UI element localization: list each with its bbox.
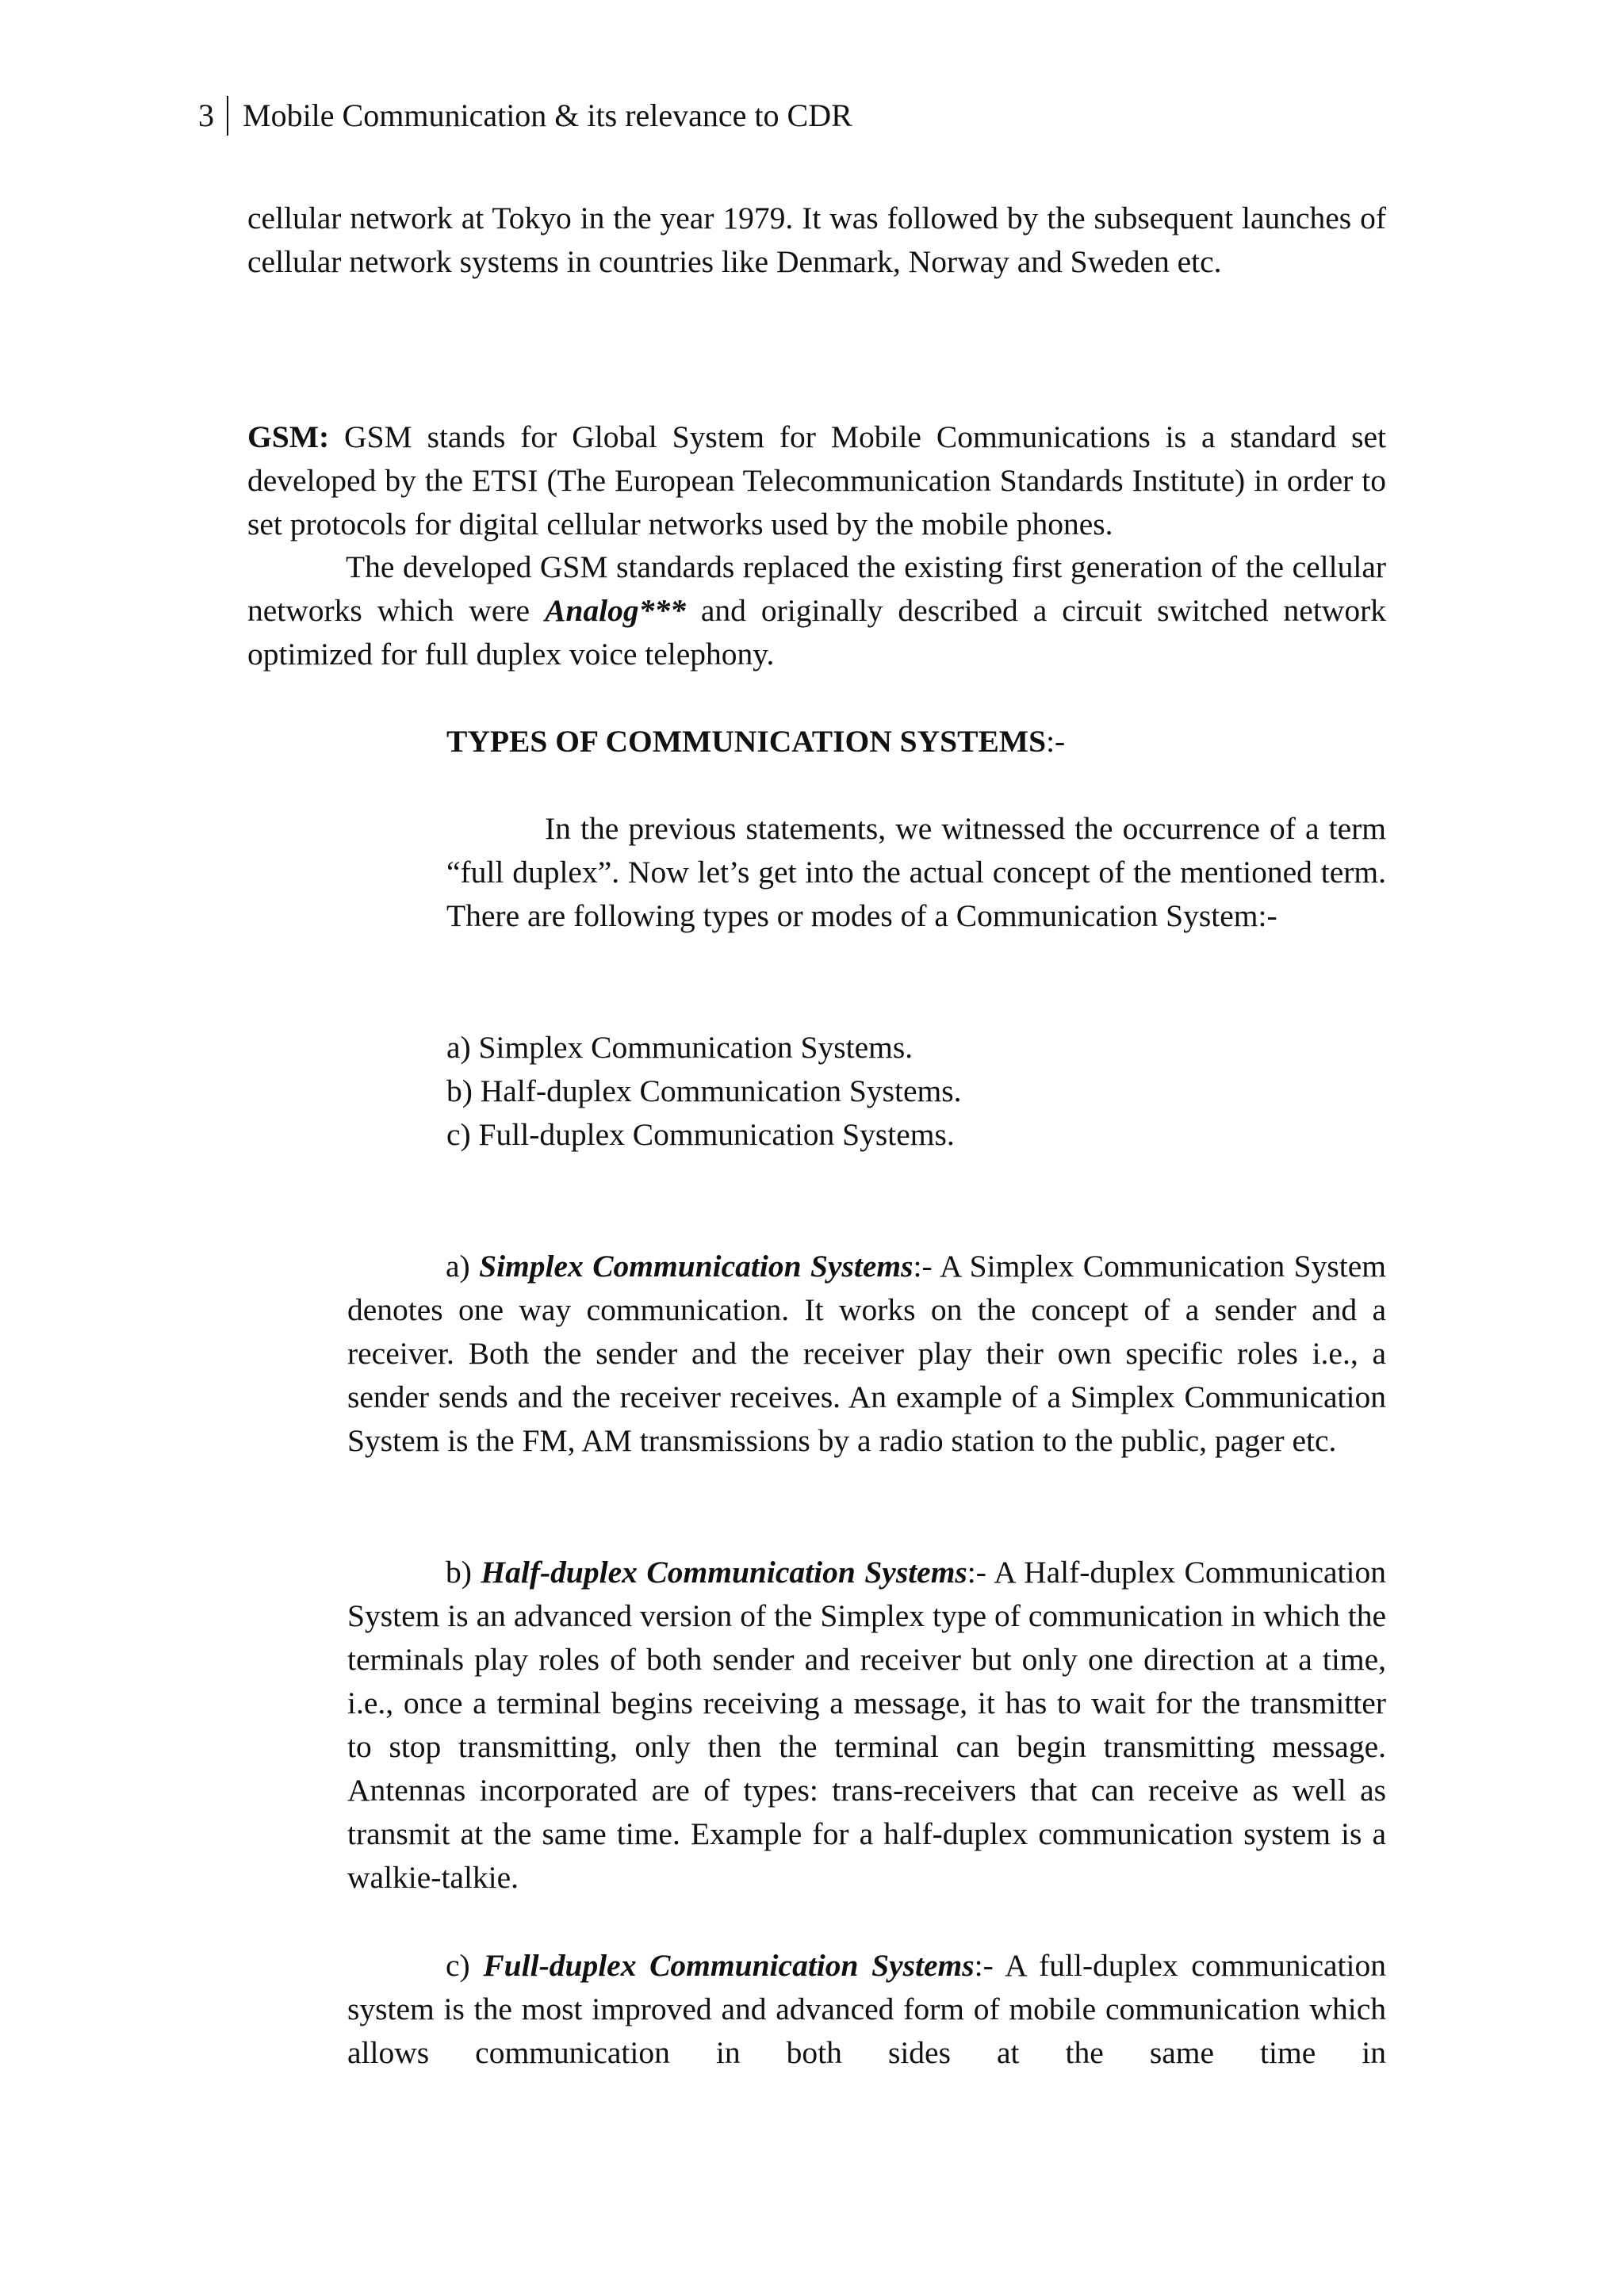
halfduplex-paragraph: b) Half-duplex Communication Systems:- A Half-duplex Communication System is an advanced version of the Simplex type of communication in which the terminals play roles of both sender and receiver but only one direction at a time, i.e., once a terminal begins receiving a message, it has to wait for the transmitter to stop transmitting, only then the terminal can begin transmitting message. Antennas incorporated are of types: trans-receivers that can receive as well as transmit at the same time. Example for a half-duplex communication system is a walkie-talkie. (347, 1555, 1387, 1895)
intro-paragraph: cellular network at Tokyo in the year 1979. It was followed by the subsequent launches of cellular network systems in countries like Denmark, Norway and Sweden etc. (247, 201, 1386, 279)
gsm-paragraph-2: The developed GSM standards replaced the existing first generation of the cellular networks which were Analog*** and originally described a circuit switched network optimized for full duplex voice telephony. (247, 549, 1386, 672)
fullduplex-term: Full-duplex Communication Systems (483, 1948, 975, 1983)
types-heading: TYPES OF COMMUNICATION SYSTEMS:- (446, 724, 1066, 759)
list-item: a) Simplex Communication Systems. (446, 1030, 914, 1065)
page-header (198, 94, 852, 138)
fullduplex-paragraph: c) Full-duplex Communication Systems:- A full-duplex communication system is the most improved and advanced form of mobile communication which allows communication in both sides at the same time in (347, 1948, 1386, 2070)
types-intro-paragraph: In the previous statements, we witnessed the occurrence of a term “full duplex”. Now let’s get into the actual concept of the mentioned term. There are following types or modes of a Communication System:- (446, 811, 1386, 933)
header-divider (227, 96, 228, 136)
list-item: b) Half-duplex Communication Systems. (446, 1073, 962, 1108)
page-number: 3 (198, 98, 214, 133)
gsm-text: GSM stands for Global System for Mobile Communications is a standard set developed by the ETSI (The European Telecommunication Standards Institute) in order to set protocols for digital cellular networks used by the mobile phones. (247, 419, 1386, 541)
header-title: Mobile Communication & its relevance to CDR (243, 98, 852, 133)
gsm-paragraph (247, 415, 1386, 546)
list-item: c) Full-duplex Communication Systems. (446, 1117, 955, 1152)
simplex-paragraph: a) Simplex Communication Systems:- A Simplex Communication System denotes one way communication. It works on the concept of a sender and a receiver. Both the sender and the receiver play their own specific roles i.e., a sender sends and the receiver receives. An example of a Simplex Communication System is the FM, AM transmissions by a radio station to the public, pager etc. (347, 1249, 1386, 1458)
gsm-label: GSM: (247, 419, 330, 454)
halfduplex-term: Half-duplex Communication Systems (481, 1555, 967, 1590)
analog-term: Analog*** (545, 593, 686, 628)
simplex-term: Simplex Communication Systems (479, 1249, 914, 1284)
